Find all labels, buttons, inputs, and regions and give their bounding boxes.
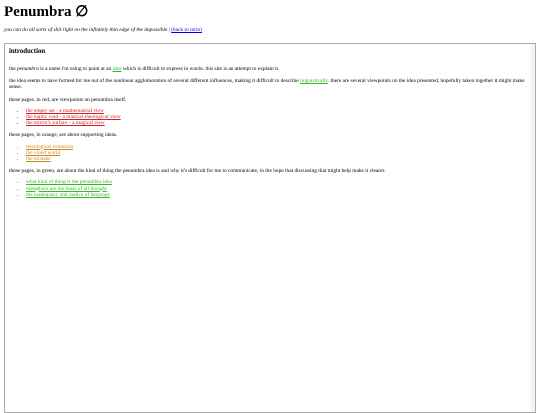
back-to-intro-link[interactable]: (back to intro)	[171, 27, 202, 33]
list-item	[26, 156, 531, 162]
intro-text-middle: is a name i'm using to point at an	[38, 66, 113, 72]
haptic-void-link[interactable]: the haptic void - a musical-theological view	[26, 114, 121, 121]
content-panel	[4, 43, 536, 413]
violet-world-link[interactable]: the violet world	[26, 149, 61, 156]
orange-section-intro: these pages, in orange, are about supporting ideas.	[9, 132, 118, 139]
red-pages-list	[9, 108, 531, 127]
green-pages-list	[9, 179, 531, 198]
influences-paragraph	[9, 78, 531, 90]
intro-text-start: the	[9, 66, 17, 72]
panel-scrollbar[interactable]	[531, 44, 535, 412]
content-body	[9, 48, 531, 204]
list-item	[26, 192, 531, 198]
penumbra-term: penumbra	[16, 66, 39, 72]
tagline	[4, 27, 202, 34]
influences-text-end: . there are several viewpoints on the idea presented, hopefully taken together it might make sense.	[9, 78, 525, 91]
list-item	[26, 120, 531, 126]
intro-text-end: which is difficult to express in words. this site is an attempt to explain it.	[121, 66, 280, 72]
kind-of-thing-link[interactable]: what kind of thing is the penumbra idea	[26, 179, 112, 186]
green-section-intro: these pages, in green, are about the kind of thing the penumbra idea is and why it's difficult for me to communicate, in the hope that discussing that might help make it clearer.	[9, 168, 386, 175]
intro-paragraph	[9, 66, 531, 72]
red-section-intro: these pages, in red, are viewpoints on penumbra itself.	[9, 96, 127, 103]
tagline-text: you can do all sorts of shit right on the infinitely thin edge of the impossible	[4, 27, 168, 33]
the-mistake-link[interactable]: the mistake	[26, 156, 51, 163]
empty-set-link[interactable]: the empty set - a mathematical view	[26, 107, 104, 114]
teleological-extension-link[interactable]: teleological extension	[26, 143, 74, 150]
idea-link[interactable]: idea	[112, 66, 122, 72]
tagline-separator: |	[167, 27, 172, 33]
inadequacy-of-language-link[interactable]: the inadequacy and malice of language	[26, 191, 110, 198]
influences-text-start: the idea seems to have formed for me out of the nonlinear agglomeration of several different influences, making it difficult to describe	[9, 78, 300, 85]
mirrors-surface-link[interactable]: the mirror's surface - a magical view	[26, 120, 105, 127]
linguistically-link[interactable]: linguistically	[299, 78, 328, 85]
site-title: Penumbra ∅	[4, 4, 89, 20]
orange-pages-list	[9, 144, 531, 163]
metaphors-link[interactable]: metaphors are the basis of all thought	[26, 185, 107, 192]
panel-heading: introduction	[9, 48, 46, 55]
